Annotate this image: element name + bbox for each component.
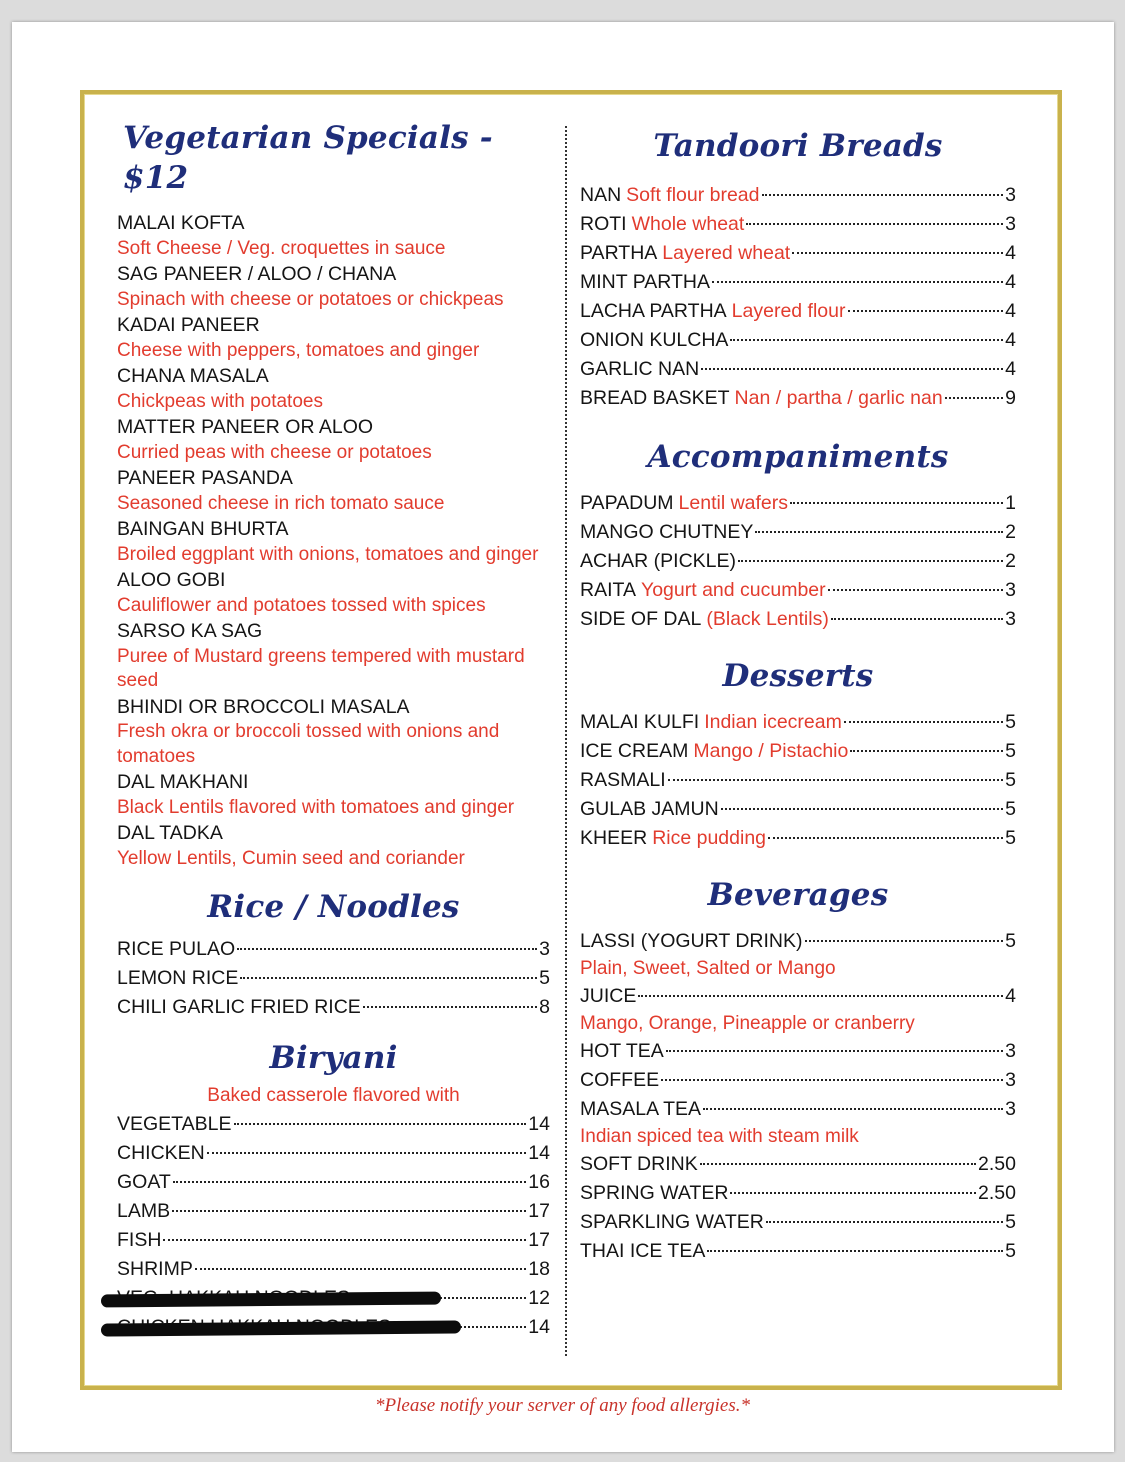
breads-item-name: PARTHA	[580, 242, 658, 264]
veg-item-desc: Seasoned cheese in rich tomato sauce	[117, 492, 445, 514]
beverages-item-subdesc: Mango, Orange, Pineapple or cranberry	[580, 1013, 915, 1034]
breads-item-price: 3	[1005, 213, 1016, 235]
beverages-item-price: 3	[1005, 1069, 1016, 1091]
biryani-item-name: SHRIMP	[117, 1258, 193, 1280]
biryani-subtitle: Baked casserole flavored with	[207, 1085, 460, 1106]
dot-leader	[172, 1210, 526, 1212]
left-column	[117, 118, 550, 1342]
beverages-row	[580, 927, 1016, 956]
breads-row	[580, 384, 1016, 413]
dot-leader	[666, 1050, 1003, 1052]
dot-leader	[638, 995, 1003, 997]
biryani-row	[117, 1139, 550, 1168]
dot-leader	[234, 1123, 527, 1125]
beverages-item-price: 5	[1005, 1240, 1016, 1262]
vegetarian-specials-list	[117, 210, 550, 871]
desserts-item-name: KHEER	[580, 827, 648, 849]
biryani-row	[117, 1313, 550, 1342]
veg-item-desc: Cauliflower and potatoes tossed with spices	[117, 594, 486, 616]
desserts-item-price: 5	[1005, 798, 1016, 820]
desserts-row	[580, 795, 1016, 824]
rice-item-name: RICE PULAO	[117, 938, 236, 960]
veg-item-name: DAL TADKA	[117, 822, 223, 844]
dot-leader	[712, 281, 1003, 283]
veg-item-desc: Cheese with peppers, tomatoes and ginger	[117, 339, 480, 361]
rice-noodles-heading: Rice / Noodles	[207, 889, 460, 925]
desserts-item-price: 5	[1005, 711, 1016, 733]
allergy-notice: *Please notify your server of any food allergies.*	[375, 1395, 750, 1416]
beverages-row	[580, 982, 1016, 1011]
biryani-item-price: 14	[528, 1113, 550, 1135]
accomp-item-price: 3	[1005, 579, 1016, 601]
veg-item-desc: Fresh okra or broccoli tossed with onions and tomatoes	[117, 721, 500, 767]
beverages-row	[580, 1208, 1016, 1237]
rice-noodles-list	[117, 935, 550, 1022]
accomp-item-price: 3	[1005, 608, 1016, 630]
breads-item-desc: Layered wheat	[662, 242, 791, 264]
column-divider	[565, 126, 567, 1356]
beverages-item-price: 3	[1005, 1040, 1016, 1062]
desserts-item-name: ICE CREAM	[580, 740, 689, 762]
beverages-item-price: 5	[1005, 930, 1016, 952]
dot-leader	[237, 948, 537, 950]
desserts-row	[580, 824, 1016, 853]
accomp-item-name: ACHAR (PICKLE)	[580, 550, 737, 572]
biryani-item-price: 12	[528, 1287, 550, 1309]
beverages-row	[580, 1095, 1016, 1124]
breads-item-name: MINT PARTHA	[580, 271, 711, 293]
veg-item-name: CHANA MASALA	[117, 365, 269, 387]
beverages-item-name: COFFEE	[580, 1069, 660, 1091]
breads-item-price: 4	[1005, 358, 1016, 380]
veg-item-name: PANEER PASANDA	[117, 467, 293, 489]
veg-item-name: MATTER PANEER OR ALOO	[117, 416, 374, 438]
accomp-item-price: 2	[1005, 550, 1016, 572]
accomp-row	[580, 576, 1016, 605]
right-column	[580, 126, 1016, 1266]
desserts-row	[580, 708, 1016, 737]
rice-row	[117, 935, 550, 964]
dot-leader	[766, 1221, 1003, 1223]
dot-leader	[661, 1079, 1003, 1081]
breads-item-price: 4	[1005, 242, 1016, 264]
breads-item-name: BREAD BASKET	[580, 387, 730, 409]
biryani-list	[117, 1110, 550, 1342]
breads-row	[580, 297, 1016, 326]
rice-row	[117, 964, 550, 993]
accompaniments-heading: Accompaniments	[647, 439, 949, 475]
dot-leader	[163, 1239, 526, 1241]
desserts-heading: Desserts	[722, 658, 874, 694]
dot-leader	[746, 223, 1003, 225]
dot-leader	[755, 531, 1003, 533]
accomp-item-name: PAPADUM	[580, 492, 674, 514]
dot-leader	[363, 1006, 537, 1008]
desserts-item-name: MALAI KULFI	[580, 711, 700, 733]
beverages-item-price: 2.50	[978, 1153, 1016, 1175]
dot-leader	[240, 977, 537, 979]
biryani-row	[117, 1168, 550, 1197]
biryani-row	[117, 1284, 550, 1313]
tandoori-breads-heading: Tandoori Breads	[653, 128, 943, 164]
dot-leader	[805, 940, 1004, 942]
beverages-item-name: SPARKLING WATER	[580, 1211, 764, 1233]
accomp-row	[580, 547, 1016, 576]
veg-item-desc: Chickpeas with potatoes	[117, 390, 323, 412]
accomp-item-price: 1	[1005, 492, 1016, 514]
breads-item-name: LACHA PARTHA	[580, 300, 727, 322]
beverages-row	[580, 1237, 1016, 1266]
beverages-item-subdesc: Plain, Sweet, Salted or Mango	[580, 958, 836, 979]
dot-leader	[945, 397, 1003, 399]
dot-leader	[828, 589, 1004, 591]
breads-row	[580, 355, 1016, 384]
veg-item-name: SAG PANEER / ALOO / CHANA	[117, 263, 397, 285]
breads-item-desc: Whole wheat	[631, 213, 745, 235]
biryani-item-name: LAMB	[117, 1200, 171, 1222]
dot-leader	[195, 1268, 526, 1270]
desserts-item-name: RASMALI	[580, 769, 666, 791]
biryani-item-price: 16	[528, 1171, 550, 1193]
dot-leader	[831, 618, 1003, 620]
veg-item-name: DAL MAKHANI	[117, 771, 249, 793]
biryani-row	[117, 1255, 550, 1284]
accomp-item-name: MANGO CHUTNEY	[580, 521, 754, 543]
breads-item-name: NAN	[580, 184, 622, 206]
dot-leader	[790, 502, 1003, 504]
veg-item-desc: Yellow Lentils, Cumin seed and coriander	[117, 847, 465, 869]
rice-item-price: 8	[539, 996, 550, 1018]
breads-row	[580, 268, 1016, 297]
biryani-item-price: 17	[528, 1200, 550, 1222]
breads-item-desc: Nan / partha / garlic nan	[734, 387, 943, 409]
rice-item-price: 5	[539, 967, 550, 989]
biryani-item-price: 18	[528, 1258, 550, 1280]
dot-leader	[844, 721, 1003, 723]
breads-item-desc: Soft flour bread	[626, 184, 760, 206]
biryani-row	[117, 1226, 550, 1255]
desserts-item-name: GULAB JAMUN	[580, 798, 719, 820]
beverages-item-name: SPRING WATER	[580, 1182, 729, 1204]
veg-item-desc: Puree of Mustard greens tempered with mustard seed	[117, 645, 525, 691]
veg-item-desc: Broiled eggplant with onions, tomatoes and ginger	[117, 543, 539, 565]
beverages-item-price: 5	[1005, 1211, 1016, 1233]
desserts-item-price: 5	[1005, 827, 1016, 849]
dot-leader	[792, 252, 1003, 254]
desserts-item-desc: Mango / Pistachio	[693, 740, 849, 762]
beverages-row	[580, 1179, 1016, 1208]
dot-leader	[207, 1152, 527, 1154]
rice-row	[117, 993, 550, 1022]
beverages-item-name: SOFT DRINK	[580, 1153, 698, 1175]
desserts-list	[580, 708, 1016, 853]
rice-item-price: 3	[539, 938, 550, 960]
beverages-row	[580, 1037, 1016, 1066]
veg-item-name: SARSO KA SAG	[117, 620, 263, 642]
breads-row	[580, 181, 1016, 210]
biryani-item-price: 14	[528, 1142, 550, 1164]
desserts-item-price: 5	[1005, 740, 1016, 762]
beverages-item-price: 4	[1005, 985, 1016, 1007]
veg-item-name: KADAI PANEER	[117, 314, 260, 336]
veg-item-name: MALAI KOFTA	[117, 212, 245, 234]
veg-item-desc: Black Lentils flavored with tomatoes and ginger	[117, 796, 515, 818]
dot-leader	[707, 1250, 1003, 1252]
dot-leader	[730, 1192, 976, 1194]
rice-item-name: CHILI GARLIC FRIED RICE	[117, 996, 361, 1018]
veg-item-desc: Soft Cheese / Veg. croquettes in sauce	[117, 237, 446, 259]
biryani-heading: Biryani	[269, 1040, 398, 1076]
beverages-item-name: THAI ICE TEA	[580, 1240, 706, 1262]
desserts-item-price: 5	[1005, 769, 1016, 791]
vegetarian-specials-heading: Vegetarian Specials - $12	[123, 120, 493, 196]
beverages-item-name: JUICE	[580, 985, 637, 1007]
dot-leader	[721, 808, 1003, 810]
accomp-item-desc: Yogurt and cucumber	[640, 579, 826, 601]
rice-item-name: LEMON RICE	[117, 967, 239, 989]
veg-item-desc: Curried peas with cheese or potatoes	[117, 441, 432, 463]
accomp-item-name: SIDE OF DAL	[580, 608, 702, 630]
veg-item-name: BHINDI OR BROCCOLI MASALA	[117, 695, 410, 718]
breads-item-name: ROTI	[580, 213, 627, 235]
dot-leader	[768, 837, 1003, 839]
breads-item-price: 4	[1005, 329, 1016, 351]
beverages-item-name: LASSI (YOGURT DRINK)	[580, 930, 803, 952]
biryani-item-price: 14	[528, 1316, 550, 1338]
breads-item-desc: Layered flour	[731, 300, 846, 322]
dot-leader	[848, 310, 1004, 312]
breads-item-price: 4	[1005, 300, 1016, 322]
beverages-item-price: 2.50	[978, 1182, 1016, 1204]
desserts-row	[580, 766, 1016, 795]
veg-item-desc: Spinach with cheese or potatoes or chickpeas	[117, 288, 504, 310]
dot-leader	[668, 779, 1004, 781]
desserts-row	[580, 737, 1016, 766]
beverages-item-price: 3	[1005, 1098, 1016, 1120]
breads-row	[580, 326, 1016, 355]
redaction-scribble	[101, 1292, 441, 1308]
accomp-item-name: RAITA	[580, 579, 636, 601]
accomp-row	[580, 518, 1016, 547]
biryani-item-name: CHICKEN	[117, 1142, 205, 1164]
dot-leader	[850, 750, 1003, 752]
beverages-item-name: HOT TEA	[580, 1040, 664, 1062]
beverages-item-name: MASALA TEA	[580, 1098, 702, 1120]
beverages-item-subdesc: Indian spiced tea with steam milk	[580, 1126, 859, 1147]
breads-row	[580, 239, 1016, 268]
breads-item-price: 4	[1005, 271, 1016, 293]
biryani-item-name: GOAT	[117, 1171, 171, 1193]
beverages-heading: Beverages	[707, 877, 889, 913]
dot-leader	[701, 368, 1003, 370]
accomp-row	[580, 605, 1016, 634]
breads-item-name: GARLIC NAN	[580, 358, 700, 380]
desserts-item-desc: Rice pudding	[652, 827, 767, 849]
accomp-item-desc: (Black Lentils)	[706, 608, 829, 630]
beverages-row	[580, 1066, 1016, 1095]
veg-item-name: BAINGAN BHURTA	[117, 518, 289, 540]
biryani-row	[117, 1110, 550, 1139]
breads-item-price: 9	[1005, 387, 1016, 409]
tandoori-breads-list	[580, 181, 1016, 413]
desserts-item-desc: Indian icecream	[704, 711, 842, 733]
dot-leader	[730, 339, 1003, 341]
biryani-item-name: VEGETABLE	[117, 1113, 232, 1135]
breads-item-price: 3	[1005, 184, 1016, 206]
biryani-item-name: FISH	[117, 1229, 162, 1251]
breads-row	[580, 210, 1016, 239]
dot-leader	[703, 1108, 1003, 1110]
veg-item-name: ALOO GOBI	[117, 569, 226, 591]
breads-item-name: ONION KULCHA	[580, 329, 729, 351]
accompaniments-list	[580, 489, 1016, 634]
dot-leader	[762, 194, 1004, 196]
biryani-row	[117, 1197, 550, 1226]
accomp-item-price: 2	[1005, 521, 1016, 543]
redaction-scribble	[101, 1320, 461, 1336]
accomp-row	[580, 489, 1016, 518]
dot-leader	[173, 1181, 526, 1183]
dot-leader	[738, 560, 1003, 562]
biryani-item-price: 17	[528, 1229, 550, 1251]
beverages-row	[580, 1150, 1016, 1179]
beverages-list	[580, 927, 1016, 1266]
dot-leader	[700, 1163, 976, 1165]
accomp-item-desc: Lentil wafers	[678, 492, 789, 514]
